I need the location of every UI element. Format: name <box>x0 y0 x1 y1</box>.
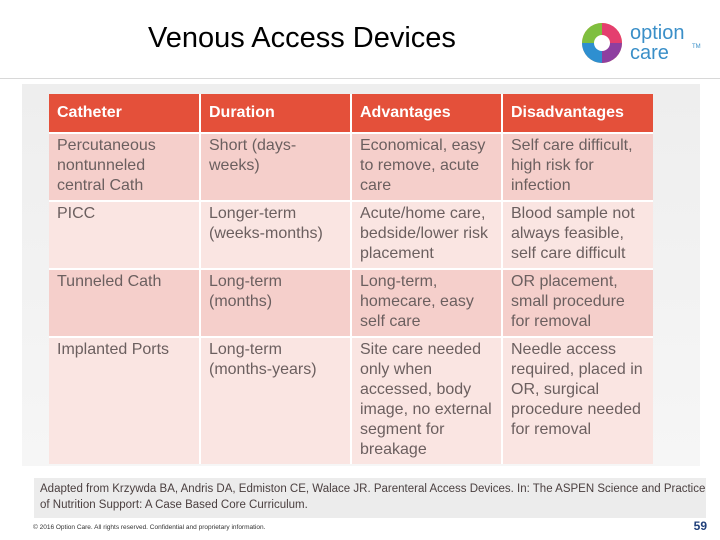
vad-comparison-table <box>49 94 653 464</box>
copyright-footer: © 2016 Option Care. All rights reserved. Confidential and proprietary information. <box>33 524 266 531</box>
cell-duration: Long-term (months-years) <box>200 337 351 464</box>
cell-disadvantages: Self care difficult, high risk for infection <box>502 133 653 201</box>
logo-line1: option <box>630 22 685 44</box>
citation-text: Adapted from Krzywda BA, Andris DA, Edmiston CE, Walace JR. Parenteral Access Devices. In: The ASPEN Science and Practice of Nutrition Support: A Case Based Core Curriculum. <box>40 483 706 511</box>
cell-duration: Short (days-weeks) <box>200 133 351 201</box>
logo-trademark: TM <box>692 44 701 50</box>
cell-advantages: Site care needed only when accessed, body image, no external segment for breakage <box>351 337 502 464</box>
logo-swirl-icon <box>580 21 624 65</box>
cell-duration: Longer-term (weeks-months) <box>200 201 351 269</box>
table-row <box>49 133 653 201</box>
logo-wordmark <box>630 23 685 63</box>
header-advantages: Advantages <box>351 94 502 133</box>
header-disadvantages: Disadvantages <box>502 94 653 133</box>
cell-catheter: Percutaneous nontunneled central Cath <box>49 133 200 201</box>
header-catheter: Catheter <box>49 94 200 133</box>
page-number: 59 <box>693 519 707 533</box>
citation-box <box>34 478 706 518</box>
cell-advantages: Acute/home care, bedside/lower risk placement <box>351 201 502 269</box>
table-row <box>49 201 653 269</box>
table-header-row <box>49 94 653 133</box>
table-row <box>49 337 653 464</box>
cell-disadvantages: OR placement, small procedure for removal <box>502 269 653 337</box>
title-divider <box>0 78 720 79</box>
cell-disadvantages: Needle access required, placed in OR, surgical procedure needed for removal <box>502 337 653 464</box>
cell-disadvantages: Blood sample not always feasible, self care difficult <box>502 201 653 269</box>
cell-catheter: Tunneled Cath <box>49 269 200 337</box>
option-care-logo <box>580 20 700 66</box>
vad-table-container <box>49 94 653 464</box>
cell-catheter: PICC <box>49 201 200 269</box>
header-duration: Duration <box>200 94 351 133</box>
logo-line2: care <box>630 42 669 64</box>
cell-duration: Long-term (months) <box>200 269 351 337</box>
cell-advantages: Economical, easy to remove, acute care <box>351 133 502 201</box>
slide-title: Venous Access Devices <box>148 22 456 54</box>
cell-advantages: Long-term, homecare, easy self care <box>351 269 502 337</box>
table-row <box>49 269 653 337</box>
cell-catheter: Implanted Ports <box>49 337 200 464</box>
